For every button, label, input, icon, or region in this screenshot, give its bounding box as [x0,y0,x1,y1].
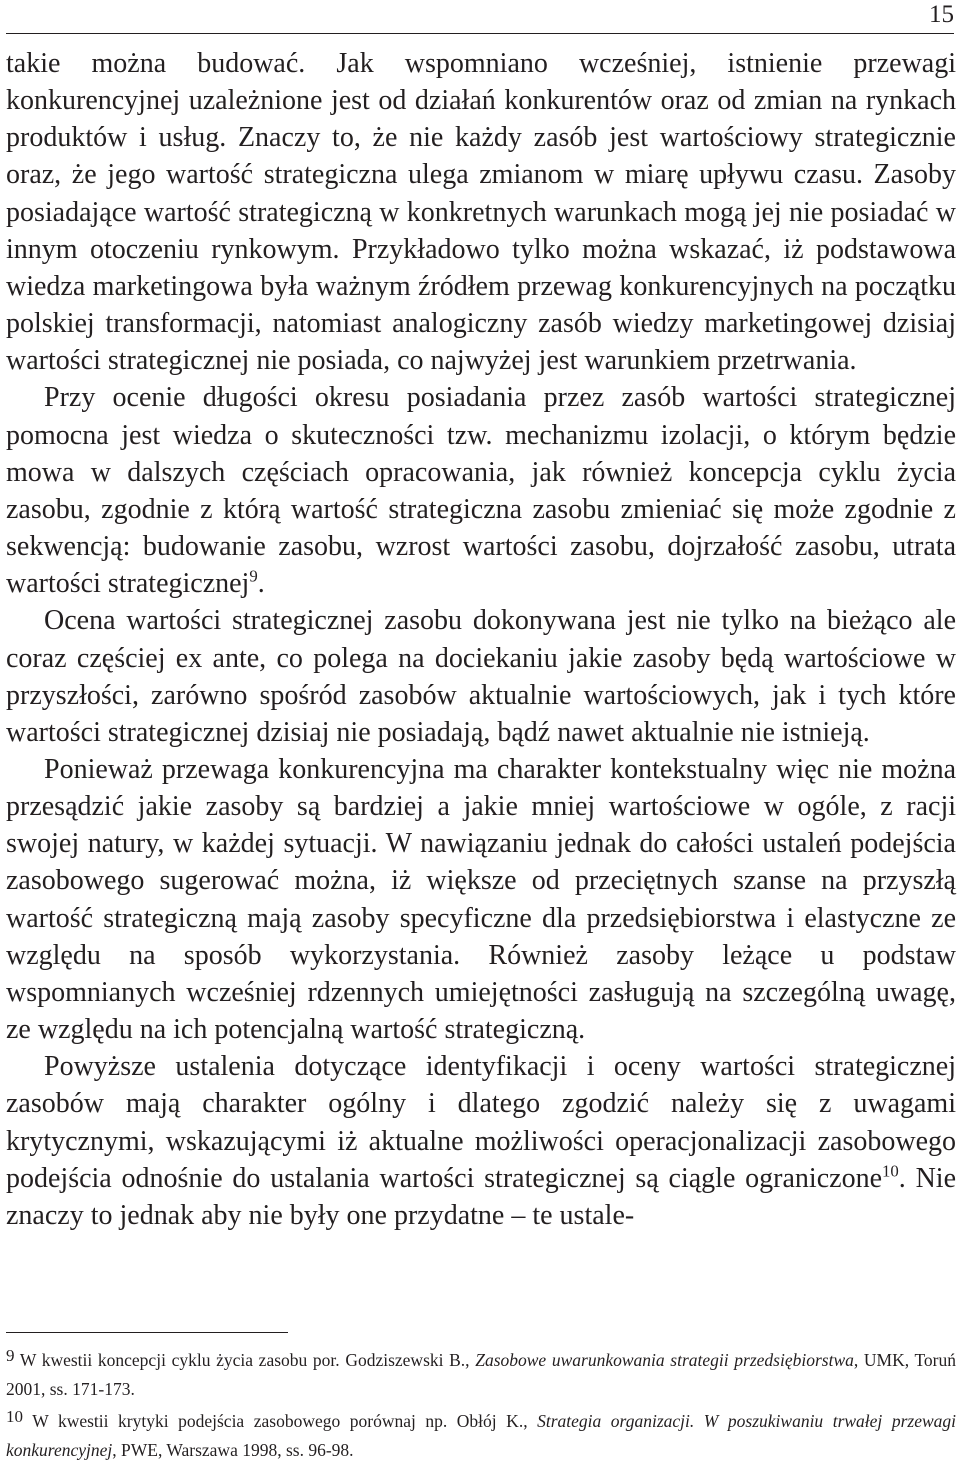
footnote-ref-10[interactable]: 10 [882,1161,899,1181]
footnotes [6,1342,956,1464]
header-rule [6,33,954,34]
body-text [6,45,956,1234]
footnote-9: 9 W kwestii koncepcji cyklu życia zasobu por. Godziszewski B., Zasobowe uwarunkowania strategii przedsiębiorstwa, UMK, Toruń 2001, ss. 171-173. [6,1346,956,1399]
footnote-10: 10 W kwestii krytyki podejścia zasobowego porównaj np. Obłój K., Strategia organizacji. W poszukiwaniu trwałej przewagi konkurencyjnej, PWE, Warszawa 1998, ss. 96-98. [6,1407,956,1460]
paragraph-2: Przy ocenie długości okresu posiadania przez zasób wartości strategicznej pomocna jest wiedza o skuteczności tzw. mechanizmu izolacji, o którym będzie mowa w dalszych częściach opracowania, jak również koncepcja cyklu życia zasobu, zgodnie z którą wartość strategiczna zasobu zmieniać się może zgodnie z sekwencją: budowanie zasobu, wzrost wartości zasobu, dojrzałość zasobu, utrata wartości strategicznej$^9$. [6,382,956,600]
footnote-ref-9[interactable]: 9 [249,566,258,586]
footnote-separator [6,1332,288,1333]
paragraph-4: Ponieważ przewaga konkurencyjna ma charakter kontekstualny więc nie można przesądzić jakie zasoby są bardziej a jakie mniej wartościowe w ogóle, z racji swojej natury, w każdej sytuacji. W nawiązaniu jednak do całości ustaleń podejścia zasobowego sugerować można, iż większe od przeciętnych szanse na przyszłą wartość strategiczną mają zasoby specyficzne dla przedsiębiorstwa i elastyczne ze względu na sposób wykorzystania. Również zasoby leżące u podstaw wspomnianych wcześniej rdzennych umiejętności zasługują na szczególną uwagę, ze względu na ich potencjalną wartość strategiczną. [6,753,956,1046]
paragraph-3: Ocena wartości strategicznej zasobu dokonywana jest nie tylko na bieżąco ale coraz częściej ex ante, co polega na dociekaniu jakie zasoby będą wartościowe w przyszłości, zarówno spośród zasobów aktualnie wartościowych, jak i tych które wartości strategicznej dzisiaj nie posiadają, bądź nawet aktualnie nie istnieją. [6,605,956,748]
paragraph-1: takie można budować. Jak wspomniano wcześniej, istnienie przewagi konkurencyjnej uzależnione jest od działań konkurentów oraz od zmian na rynkach produktów i usług. Znaczy to, że nie każdy zasób jest wartościowy strategicznie oraz, że jego wartość strategiczna ulega zmianom w miarę upływu czasu. Zasoby posiadające wartość strategiczną w konkretnych warunkach mogą jej nie posiadać w innym otoczeniu rynkowym. Przykładowo tylko można wskazać, iż podstawowa wiedza marketingowa była ważnym źródłem przewag konkurencyjnych na początku polskiej transformacji, natomiast analogiczny zasób wiedzy marketingowej dzisiaj wartości strategicznej nie posiada, co najwyżej jest warunkiem przetrwania. [6,48,956,377]
page-number: 15 [929,1,954,28]
paragraph-5: Powyższe ustalenia dotyczące identyfikacji i oceny wartości strategicznej zasobów mają charakter ogólny i dlatego zgodzić należy się z uwagami krytycznymi, wskazującymi iż aktualne możliwości operacjonalizacji zasobowego podejścia odnośnie do ustalania wartości strategicznej są ciągle ograniczone$^{10}$. Nie znaczy to jednak aby nie były one przydatne – te ustale- [6,1051,956,1231]
